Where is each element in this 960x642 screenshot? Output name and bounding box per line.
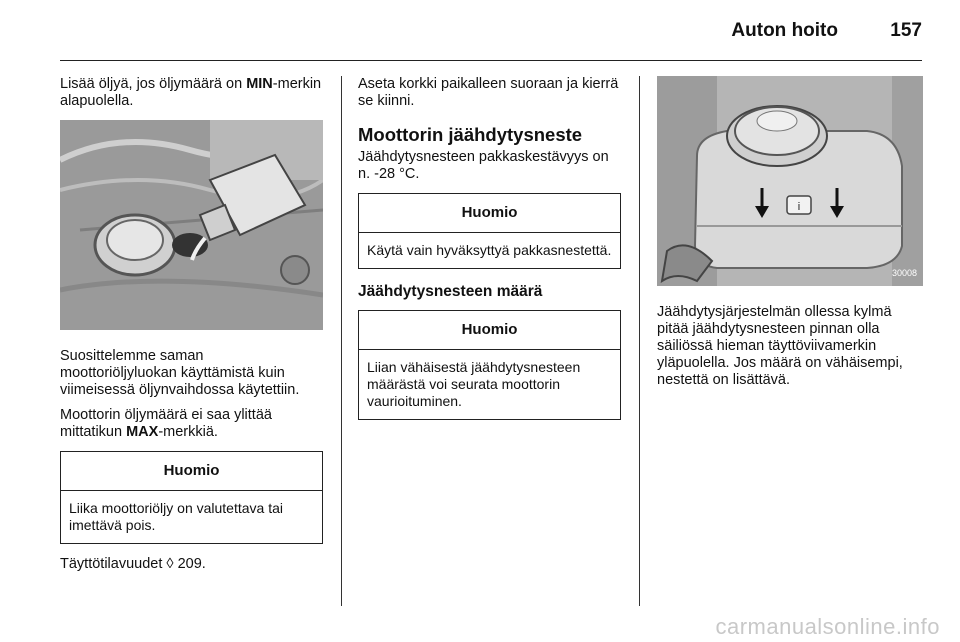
paragraph-capacities: Täyttötilavuudet ◊ 209. — [60, 556, 206, 572]
oil-fill-photo — [60, 120, 323, 330]
column-3 — [657, 76, 923, 397]
paragraph-add-oil: Lisää öljyä, jos öljymäärä on MIN-merkin alapuolella. — [60, 76, 322, 109]
column-1 — [60, 76, 323, 581]
notice-body: Käytä vain hyväksyttyä pakkasnestettä. — [367, 242, 612, 258]
paragraph-cap: Aseta korkki paikalleen suoraan ja kierrä se kiinni. — [358, 76, 619, 109]
max-mark: MAX — [126, 424, 159, 440]
notice-title: Huomio — [61, 452, 322, 491]
notice-box-antifreeze — [358, 193, 621, 269]
column-2 — [358, 76, 621, 432]
svg-text:i: i — [797, 201, 801, 213]
page-number: 157 — [890, 20, 922, 41]
page-reference-link[interactable]: 209. — [173, 556, 206, 572]
image-number: 30008 — [891, 268, 917, 278]
coolant-reservoir-photo — [657, 76, 923, 286]
paragraph-oil-recommendation: Suosittelemme saman moottoriöljyluokan käyttämistä kuin viimeisessä öljynvaihdossa käytettiin. — [60, 348, 300, 398]
page-reference-icon[interactable]: ◊ — [166, 556, 174, 572]
column-divider — [341, 76, 342, 606]
subheading-coolant-level: Jäähdytysnesteen määrä — [358, 283, 543, 300]
notice-body: Liian vähäisestä jäähdytysnesteen määrästä voi seurata moottorin vaurioituminen. — [367, 359, 581, 409]
notice-box-coolant-level — [358, 310, 621, 420]
notice-title: Huomio — [359, 194, 620, 233]
watermark: carmanualsonline.info — [715, 614, 940, 639]
notice-title: Huomio — [359, 311, 620, 350]
notice-box-oil — [60, 451, 323, 544]
notice-body: Liika moottoriöljy on valutettava tai imettävä pois. — [69, 500, 283, 533]
paragraph-max-level: Moottorin öljymäärä ei saa ylittää mittatikun MAX-merkkiä. — [60, 407, 272, 440]
page-header — [60, 0, 922, 61]
column-divider — [639, 76, 640, 606]
paragraph-antifreeze: Jäähdytysnesteen pakkaskestävyys on n. -28 °C. — [358, 149, 609, 182]
chapter-title: Auton hoito — [731, 20, 838, 41]
min-mark: MIN — [246, 76, 273, 92]
paragraph-coolant-level: Jäähdytysjärjestelmän ollessa kylmä pitää jäähdytysnesteen pinnan olla säiliössä hieman täyttöviivamerkin yläpuolella. Jos määrä on vähäisempi, nestettä on lisättävä. — [657, 304, 903, 388]
section-heading-coolant: Moottorin jäähdytysneste — [358, 124, 583, 145]
